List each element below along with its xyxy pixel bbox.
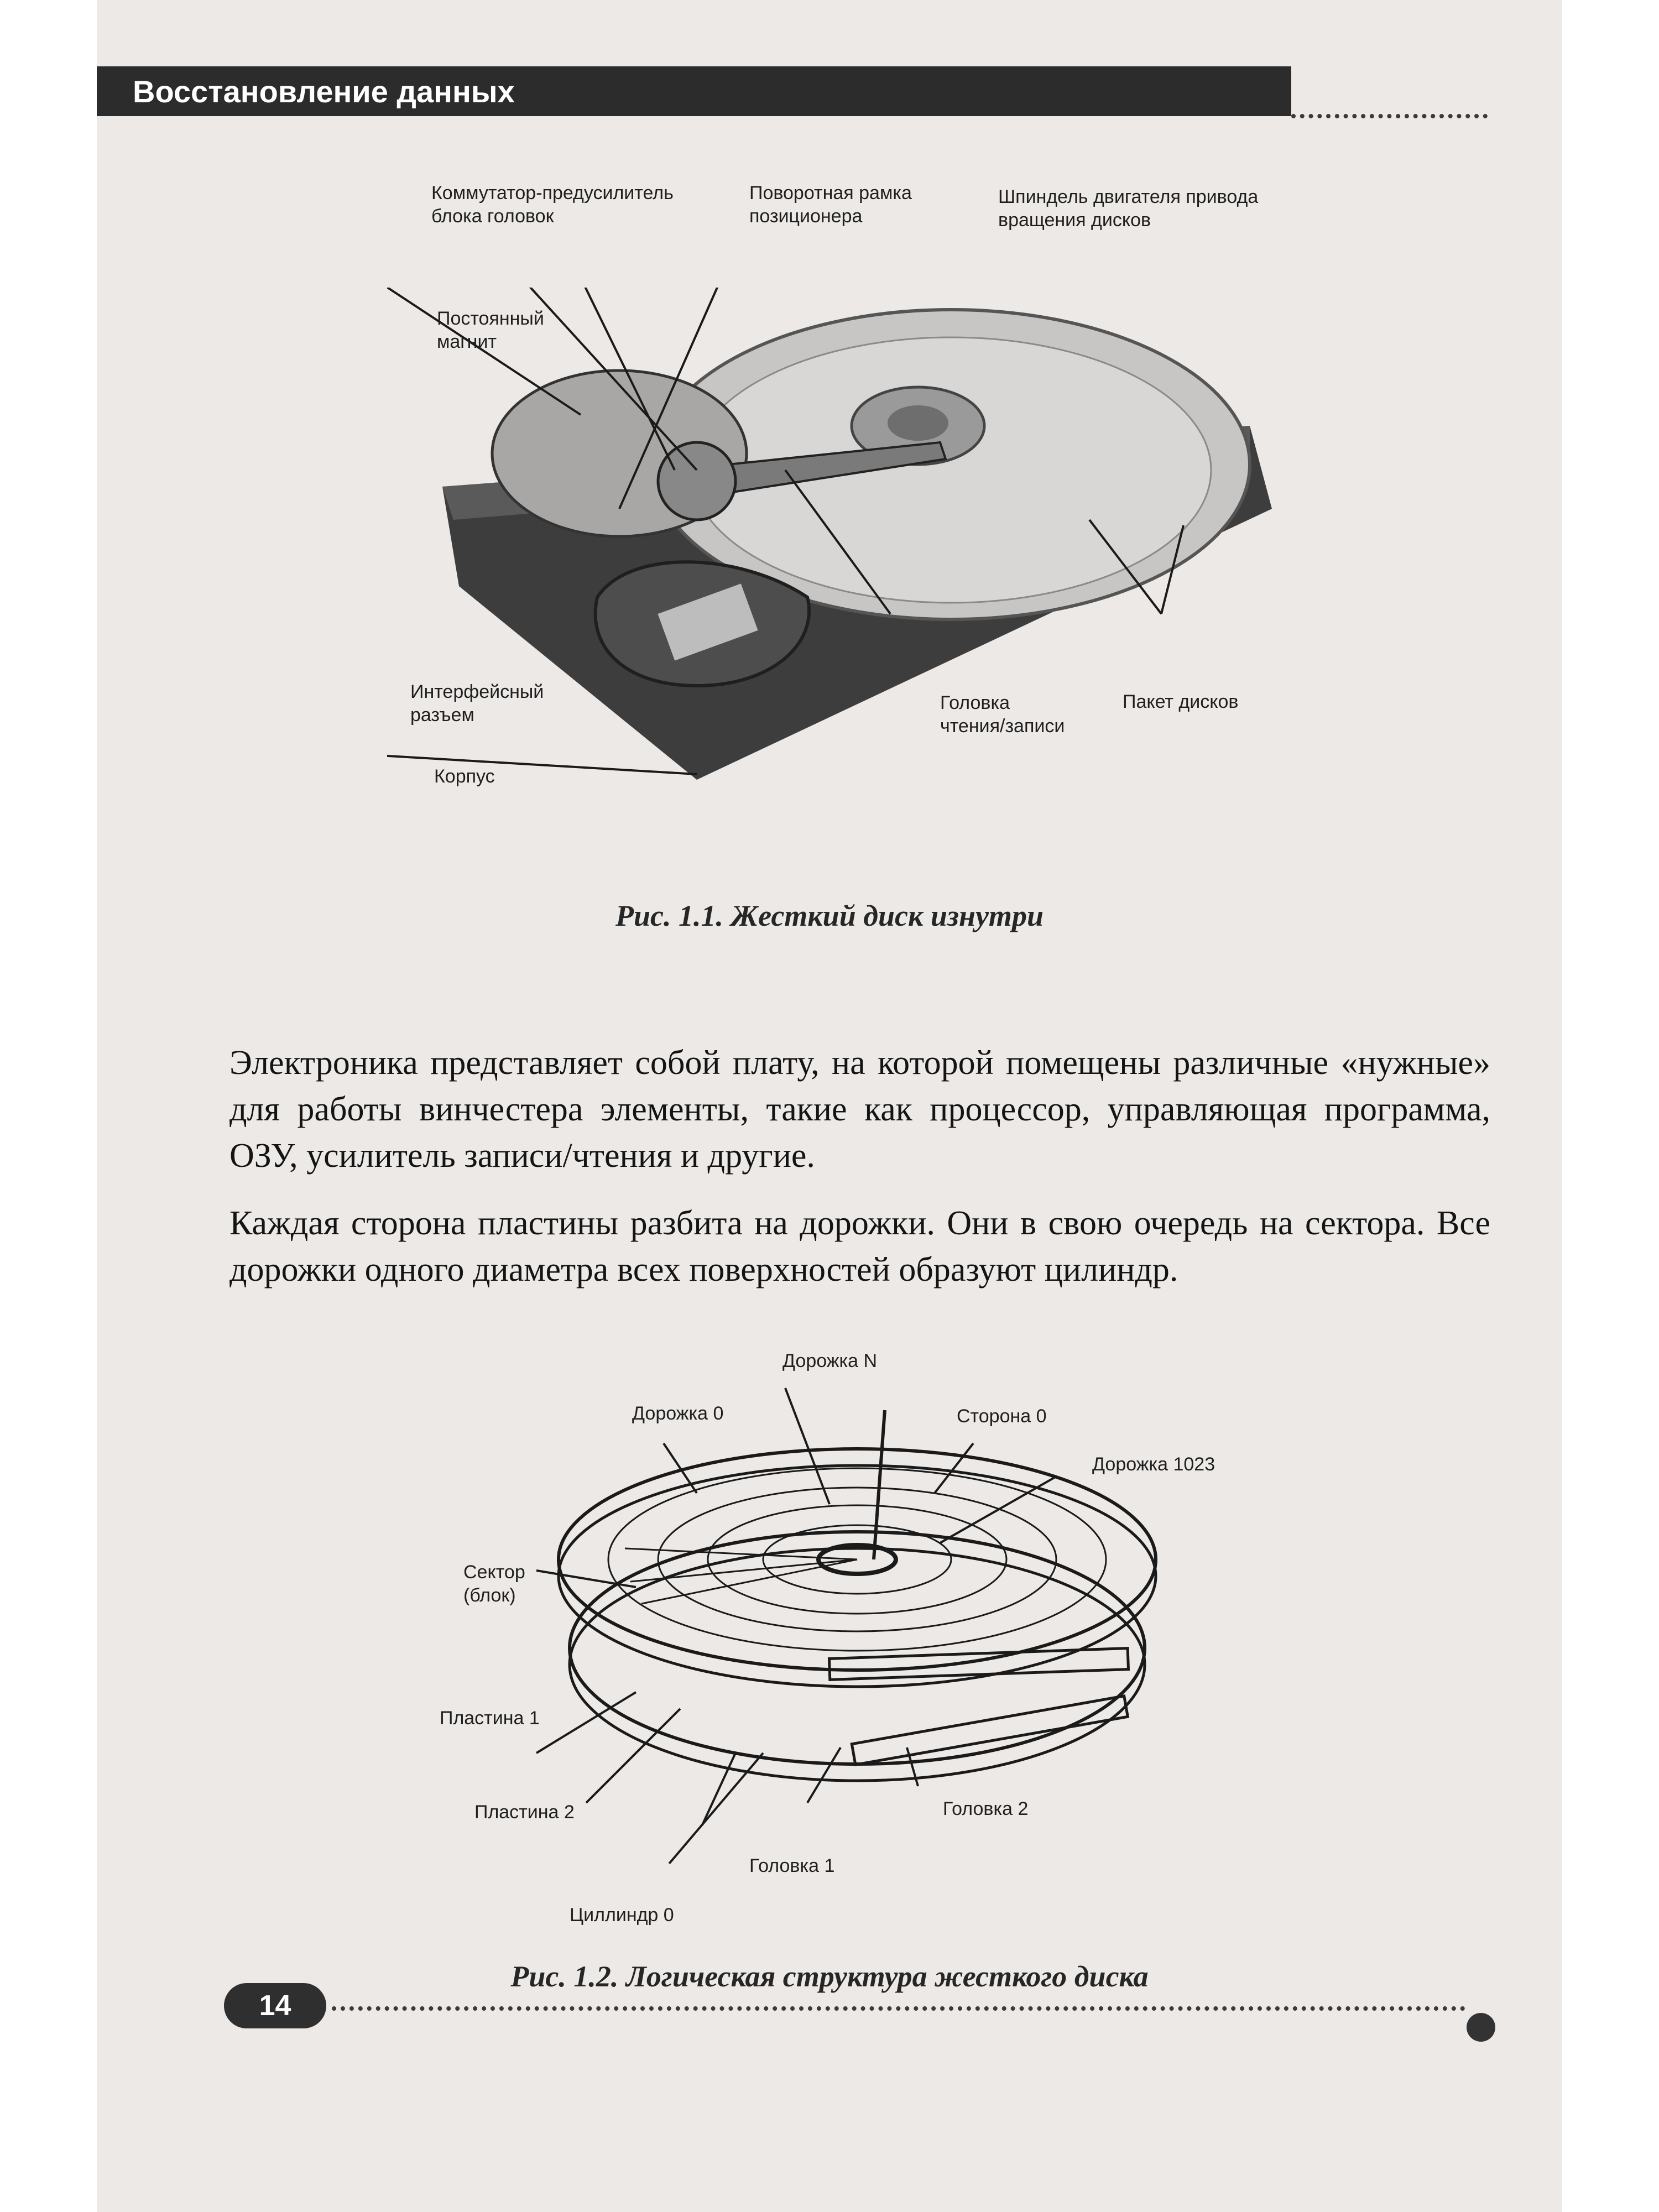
label-head-rw: Головка чтения/записи (940, 692, 1065, 737)
label-track-n: Дорожка N (782, 1350, 878, 1371)
label-interface: Интерфейсный разъем (410, 681, 544, 726)
disk-structure-diagram (498, 1366, 1217, 1864)
page-number-badge (224, 1983, 326, 2028)
paragraph-tracks: Каждая сторона пластины разбита на дорожки. Они в свою очередь на сектора. Все дорожки одного диаметра всех поверхностей образуют цилиндр. (229, 1204, 1490, 1288)
label-plate-1: Пластина 1 (440, 1708, 540, 1729)
label-head-1: Головка 1 (749, 1855, 835, 1876)
label-magnet: Постоянный магнит (437, 308, 544, 352)
label-disk-pack: Пакет дисков (1123, 691, 1239, 712)
label-rotary-frame: Поворотная рамка позиционера (749, 182, 912, 227)
head-arm-1 (829, 1648, 1128, 1680)
header-dotted-rule (1291, 114, 1488, 118)
chapter-title: Восстановление данных (133, 74, 515, 109)
label-track-0: Дорожка 0 (632, 1403, 724, 1424)
head-arm-2 (852, 1696, 1128, 1765)
label-case: Корпус (434, 766, 495, 787)
figure1-caption: Рис. 1.1. Жесткий диск изнутри (615, 899, 1044, 932)
spindle-axis (874, 1410, 885, 1559)
label-side-0: Сторона 0 (957, 1406, 1047, 1427)
footer-end-dot (1467, 2013, 1495, 2042)
label-plate-2: Пластина 2 (474, 1802, 575, 1823)
footer-dotted-rule (332, 2006, 1465, 2011)
label-switch-preamp: Коммутатор-предусилитель блока головок (431, 182, 674, 227)
label-track-1023: Дорожка 1023 (1092, 1454, 1215, 1475)
label-cylinder-0: Циллиндр 0 (570, 1905, 674, 1926)
figure2-caption: Рис. 1.2. Логическая структура жесткого диска (510, 1960, 1149, 1993)
label-spindle: Шпиндель двигателя привода вращения дисков (998, 186, 1259, 231)
label-sector: Сектор (блок) (463, 1562, 525, 1606)
page-number: 14 (259, 1990, 291, 2022)
paragraph-electronics: Электроника представляет собой плату, на которой помещены различные «нужные» для работы винчестера элементы, такие как процессор, управляющая программа, ОЗУ, усилитель записи/чтения и другие. (229, 1044, 1490, 1175)
label-head-2: Головка 2 (943, 1798, 1029, 1819)
